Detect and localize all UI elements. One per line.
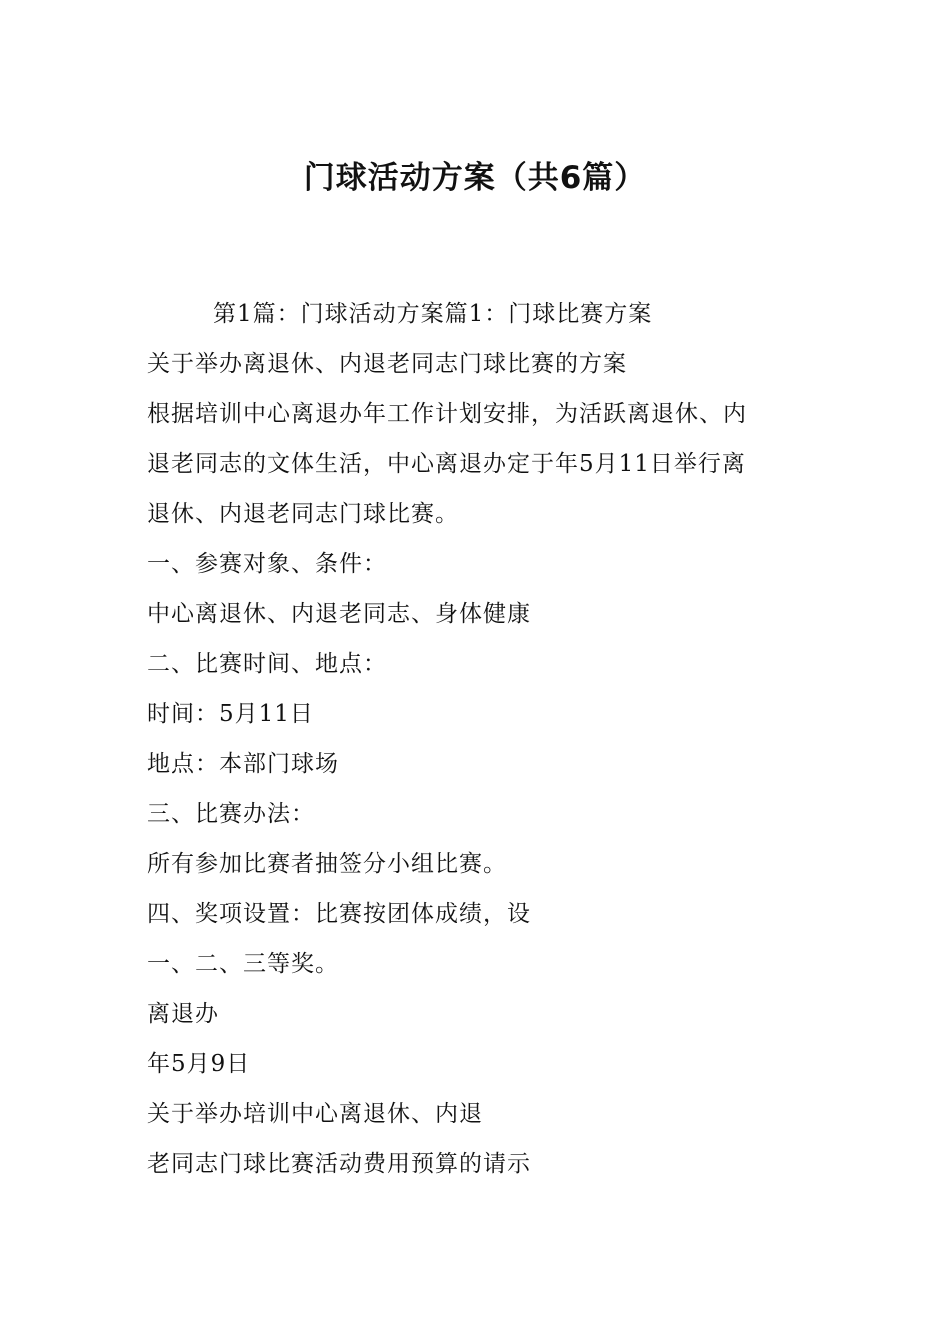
body-line: 关于举办离退休、内退老同志门球比赛的方案	[147, 351, 627, 377]
body-line: 所有参加比赛者抽签分小组比赛。	[147, 851, 507, 877]
body-line: 根据培训中心离退办年工作计划安排，为活跃离退休、内	[147, 401, 747, 427]
chapter-heading: 第1篇：门球活动方案篇1：门球比赛方案	[213, 301, 653, 327]
subtitle-line: 关于举办培训中心离退休、内退	[147, 1101, 483, 1127]
section-heading: 四、奖项设置：比赛按团体成绩，设	[147, 901, 531, 927]
body-line: 中心离退休、内退老同志、身体健康	[147, 601, 531, 627]
section-heading: 二、比赛时间、地点：	[147, 651, 387, 677]
body-line: 一、二、三等奖。	[147, 951, 339, 977]
body-line: 时间：5月11日	[147, 701, 314, 727]
document-title: 门球活动方案（共6篇）	[303, 160, 647, 196]
body-line: 退老同志的文体生活，中心离退办定于年5月11日举行离	[147, 451, 746, 477]
subtitle-line: 老同志门球比赛活动费用预算的请示	[147, 1151, 531, 1177]
section-heading: 一、参赛对象、条件：	[147, 551, 387, 577]
signature-line: 离退办	[147, 1001, 219, 1027]
document-body	[147, 289, 817, 1189]
body-line: 地点：本部门球场	[147, 751, 339, 777]
section-heading: 三、比赛办法：	[147, 801, 315, 827]
date-line: 年5月9日	[147, 1051, 251, 1077]
body-line: 退休、内退老同志门球比赛。	[147, 501, 459, 527]
